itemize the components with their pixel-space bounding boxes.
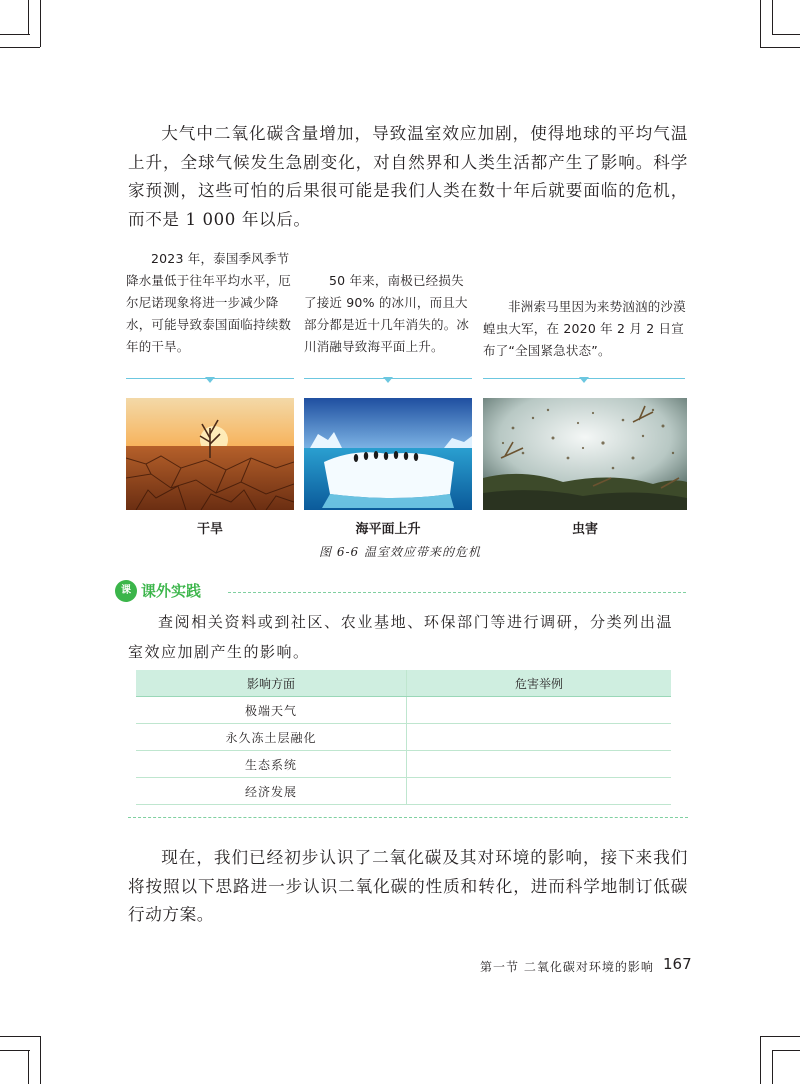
table-row bbox=[136, 778, 671, 805]
table-cell-aspect: 永久冻土层融化 bbox=[136, 724, 407, 751]
arrow-down-icon bbox=[383, 377, 393, 383]
crop-mark bbox=[772, 1050, 800, 1051]
locust-photo bbox=[483, 398, 687, 510]
intro-paragraph: 大气中二氧化碳含量增加，导致温室效应加剧，使得地球的平均气温上升，全球气候发生急剧变化，对自然界和人类生活都产生了影响。科学家预测，这些可怕的后果很可能是我们人类在数十年后就要面临的危机，而不是 1 000 年以后。 bbox=[128, 124, 688, 229]
table-cell-example bbox=[407, 697, 672, 724]
practice-badge-icon: 课 bbox=[115, 580, 137, 602]
crop-mark bbox=[772, 0, 773, 35]
table-row bbox=[136, 697, 671, 724]
table-cell-example bbox=[407, 724, 672, 751]
drought-label: 干旱 bbox=[196, 522, 223, 537]
glacier-photo bbox=[304, 398, 472, 510]
crop-mark bbox=[760, 1036, 761, 1084]
table-header: 影响方面 bbox=[136, 670, 407, 697]
crop-mark bbox=[760, 47, 800, 48]
table-row bbox=[136, 751, 671, 778]
practice-title: 课外实践 bbox=[141, 582, 202, 600]
sea-level-connector-line bbox=[304, 378, 472, 379]
practice-paragraph: 查阅相关资料或到社区、农业基地、环保部门等进行调研，分类列出温室效应加剧产生的影响。 bbox=[128, 613, 673, 661]
table-cell-example bbox=[407, 778, 672, 805]
sea-level-description: 50 年来，南极已经损失了接近 90% 的冰川，而且大部分都是近十几年消失的。冰川消融导致海平面上升。 bbox=[304, 273, 470, 354]
footer-section-title: 第一节 二氧化碳对环境的影响 bbox=[480, 960, 654, 974]
crop-mark bbox=[0, 1036, 40, 1037]
crop-mark bbox=[760, 1036, 800, 1037]
crop-mark bbox=[40, 0, 41, 47]
table-cell-aspect: 极端天气 bbox=[136, 697, 407, 724]
crop-mark bbox=[28, 0, 29, 35]
drought-connector-line bbox=[126, 378, 294, 379]
table-cell-example bbox=[407, 751, 672, 778]
table-cell-aspect: 生态系统 bbox=[136, 751, 407, 778]
table-cell-aspect: 经济发展 bbox=[136, 778, 407, 805]
drought-photo bbox=[126, 398, 294, 510]
crop-mark bbox=[772, 34, 800, 35]
figure-caption: 图 6-6 温室效应带来的危机 bbox=[319, 545, 481, 559]
locust-connector-line bbox=[483, 378, 685, 379]
dashed-divider bbox=[128, 817, 688, 818]
crop-mark bbox=[28, 1050, 29, 1084]
crop-mark bbox=[760, 0, 761, 47]
dashed-divider bbox=[228, 592, 686, 593]
page-number: 167 bbox=[663, 955, 692, 973]
drought-description: 2023 年，泰国季风季节降水量低于往年平均水平，厄尔尼诺现象将进一步减少降水，可能导致泰国面临持续数年的干旱。 bbox=[126, 251, 292, 354]
crop-mark bbox=[772, 1050, 773, 1084]
sea-level-label: 海平面上升 bbox=[355, 522, 421, 537]
crop-mark bbox=[40, 1036, 41, 1084]
impact-table bbox=[136, 670, 671, 805]
table-header: 危害举例 bbox=[407, 670, 672, 697]
arrow-down-icon bbox=[205, 377, 215, 383]
crop-mark bbox=[0, 34, 30, 35]
table-header-row bbox=[136, 670, 671, 697]
closing-paragraph: 现在，我们已经初步认识了二氧化碳及其对环境的影响，接下来我们将按照以下思路进一步认识二氧化碳的性质和转化，进而科学地制订低碳行动方案。 bbox=[128, 848, 688, 924]
arrow-down-icon bbox=[579, 377, 589, 383]
crop-mark bbox=[0, 47, 40, 48]
crop-mark bbox=[0, 1050, 30, 1051]
table-row bbox=[136, 724, 671, 751]
locust-description: 非洲索马里因为来势汹汹的沙漠蝗虫大军，在 2020 年 2 月 2 日宣布了“全国紧急状态”。 bbox=[483, 299, 686, 358]
locust-label: 虫害 bbox=[571, 522, 598, 537]
